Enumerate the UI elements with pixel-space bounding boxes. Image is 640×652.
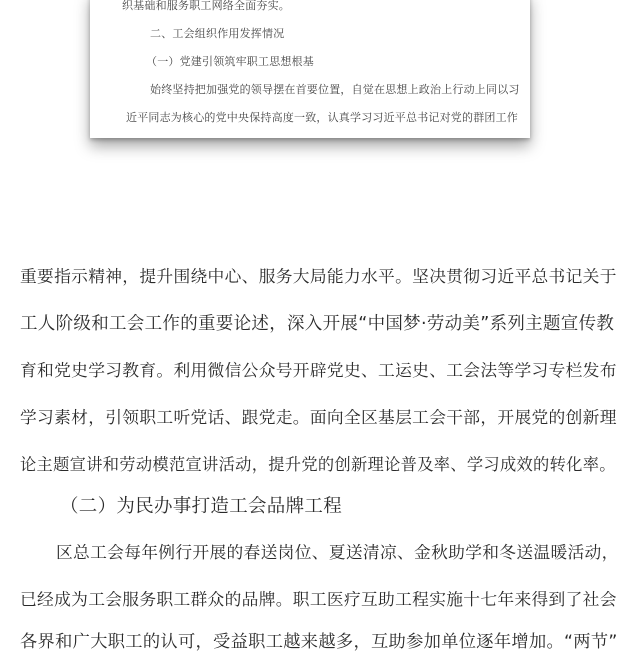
preview-line: 织基础和服务职工网络全面夯实。 (122, 0, 290, 12)
body-line: 工人阶级和工会工作的重要论述，深入开展“中国梦·劳动美”系列主题宣传教 (20, 314, 615, 334)
section-heading: （二）为民办事打造工会品牌工程 (60, 496, 343, 517)
preview-line: 始终坚持把加强党的领导摆在首要位置，自觉在思想上政治上行动上同以习 (150, 83, 520, 96)
body-line: 重要指示精神，提升围绕中心、服务大局能力水平。坚决贯彻习近平总书记关于 (20, 266, 617, 286)
preview-line: 近平同志为核心的党中央保持高度一致，认真学习习近平总书记对党的群团工作 (126, 111, 518, 124)
body-line: 育和党史学习教育。利用微信公众号开辟党史、工运史、工会法等学习专栏发布 (20, 360, 617, 380)
body-line: 各界和广大职工的认可，受益职工越来越多，互助参加单位逐年增加。“两节” (20, 632, 618, 652)
body-line: 论主题宣讲和劳动模范宣讲活动，提升党的创新理论普及率、学习成效的转化率。 (20, 455, 616, 474)
preview-subsection-heading: （一）党建引领筑牢职工思想根基 (146, 55, 314, 68)
body-line: 区总工会每年例行开展的春送岗位、夏送清凉、金秋助学和冬送温暖活动， (56, 542, 619, 562)
preview-section-heading: 二、工会组织作用发挥情况 (150, 27, 285, 40)
body-line: 已经成为工会服务职工群众的品牌。职工医疗互助工程实施十七年来得到了社会 (20, 589, 617, 609)
body-line: 学习素材，引领职工听党话、跟党走。面向全区基层工会干部，开展党的创新理 (20, 407, 617, 427)
